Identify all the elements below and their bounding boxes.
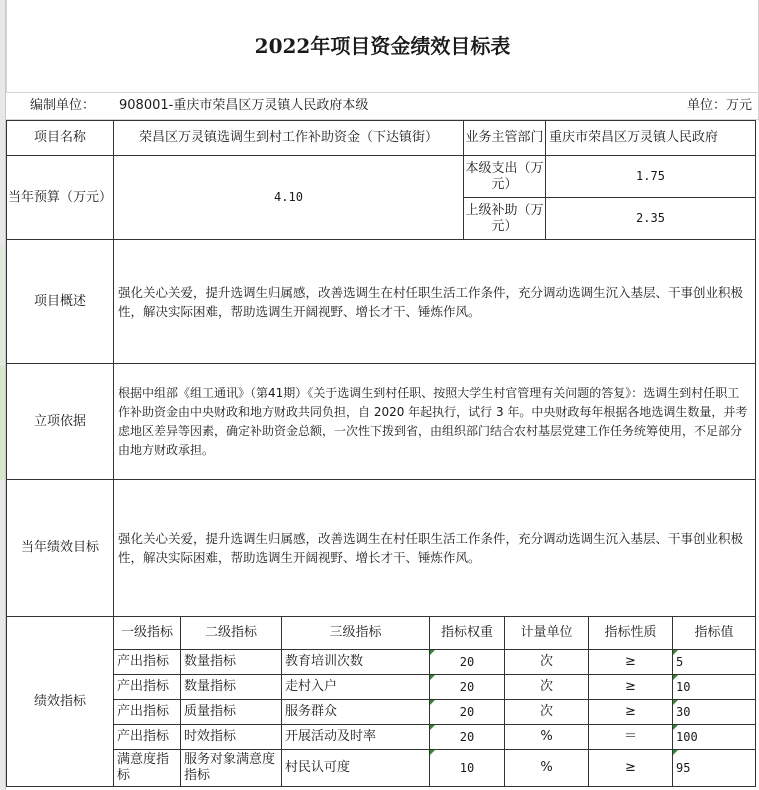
comment-marker-icon xyxy=(430,650,435,655)
table-cell: 次 xyxy=(505,650,589,675)
own-expense-label: 本级支出（万元） xyxy=(464,156,546,198)
goal-label: 当年绩效目标 xyxy=(6,480,114,617)
table-cell: 20 xyxy=(430,725,505,750)
table-cell: 10 xyxy=(673,675,756,700)
comment-marker-icon xyxy=(430,700,435,705)
table-cell: 产出指标 xyxy=(114,725,181,750)
table-cell: 产出指标 xyxy=(114,700,181,725)
budget-label: 当年预算（万元） xyxy=(6,156,114,240)
table-cell: % xyxy=(505,750,589,787)
comment-marker-icon xyxy=(430,725,435,730)
upper-subsidy-label: 上级补助（万元） xyxy=(464,198,546,240)
column-header: 指标权重 xyxy=(430,617,505,650)
table-cell: 服务对象满意度指标 xyxy=(181,750,282,787)
column-header: 计量单位 xyxy=(505,617,589,650)
table-cell: ≥ xyxy=(589,750,673,787)
table-cell: 20 xyxy=(430,675,505,700)
comment-marker-icon xyxy=(673,700,678,705)
table-cell: 教育培训次数 xyxy=(282,650,430,675)
unit-label: 编制单位： xyxy=(6,93,116,120)
table-cell: 服务群众 xyxy=(282,700,430,725)
own-expense-value: 1.75 xyxy=(546,156,756,198)
table-cell: 开展活动及时率 xyxy=(282,725,430,750)
table-cell: 次 xyxy=(505,675,589,700)
table-cell: 时效指标 xyxy=(181,725,282,750)
table-cell: 20 xyxy=(430,650,505,675)
table-cell: 质量指标 xyxy=(181,700,282,725)
table-cell: 30 xyxy=(673,700,756,725)
table-cell: 走村入户 xyxy=(282,675,430,700)
currency-unit: 单位：万元 xyxy=(566,93,759,120)
overview-text: 强化关心关爱，提升选调生归属感，改善选调生在村任职生活工作条件，充分调动选调生沉入基层、干事创业积极性，解决实际困难，帮助选调生开阔视野、增长才干、锤炼作风。 xyxy=(114,240,756,364)
table-cell: 满意度指标 xyxy=(114,750,181,787)
project-name-value: 荣昌区万灵镇选调生到村工作补助资金（下达镇街） xyxy=(114,120,464,156)
project-name-label: 项目名称 xyxy=(6,120,114,156)
table-cell: 村民认可度 xyxy=(282,750,430,787)
table-cell: % xyxy=(505,725,589,750)
column-header: 指标值 xyxy=(673,617,756,650)
table-cell: 次 xyxy=(505,700,589,725)
dept-value: 重庆市荣昌区万灵镇人民政府 xyxy=(546,120,756,156)
table-cell: 5 xyxy=(673,650,756,675)
column-header: 一级指标 xyxy=(114,617,181,650)
column-header: 二级指标 xyxy=(181,617,282,650)
upper-subsidy-value: 2.35 xyxy=(546,198,756,240)
comment-marker-icon xyxy=(673,675,678,680)
table-cell: 10 xyxy=(430,750,505,787)
table-cell: 产出指标 xyxy=(114,675,181,700)
basis-text: 根据中组部《组工通讯》（第41期）《关于选调生到村任职、按照大学生村官管理有关问题的答复》：选调生到村任职工作补助资金由中央财政和地方财政共同负担，自 2020 年起执行，试行 3 年。中央财政每年根据各地选调生数量，并考虑地区差异等因素，确定补助资金总额，一次性下拨到省，由组织部门结合农村基层党建工作任务统筹使用，不足部分由地方财政承担。 xyxy=(114,364,756,480)
goal-text: 强化关心关爱，提升选调生归属感，改善选调生在村任职生活工作条件，充分调动选调生沉入基层、干事创业积极性，解决实际困难，帮助选调生开阔视野、增长才干、锤炼作风。 xyxy=(114,480,756,617)
budget-total: 4.10 xyxy=(114,156,464,240)
column-header: 三级指标 xyxy=(282,617,430,650)
table-cell: ≥ xyxy=(589,675,673,700)
indicators-label: 绩效指标 xyxy=(6,617,114,787)
unit-value: 908001-重庆市荣昌区万灵镇人民政府本级 xyxy=(116,93,566,120)
table-cell: ＝ xyxy=(589,725,673,750)
table-cell: 20 xyxy=(430,700,505,725)
row-highlight xyxy=(0,245,5,363)
comment-marker-icon xyxy=(430,750,435,755)
basis-label: 立项依据 xyxy=(6,364,114,480)
comment-marker-icon xyxy=(673,725,678,730)
table-cell: 100 xyxy=(673,725,756,750)
table-cell: 数量指标 xyxy=(181,650,282,675)
dept-label: 业务主管部门 xyxy=(464,120,546,156)
comment-marker-icon xyxy=(673,650,678,655)
table-cell: 数量指标 xyxy=(181,675,282,700)
page-title: 2022年项目资金绩效目标表 xyxy=(6,0,759,93)
comment-marker-icon xyxy=(673,750,678,755)
table-cell: 产出指标 xyxy=(114,650,181,675)
comment-marker-icon xyxy=(430,675,435,680)
table-cell: 95 xyxy=(673,750,756,787)
column-header: 指标性质 xyxy=(589,617,673,650)
overview-label: 项目概述 xyxy=(6,240,114,364)
table-cell: ≥ xyxy=(589,700,673,725)
table-cell: ≥ xyxy=(589,650,673,675)
row-highlight xyxy=(0,365,5,480)
